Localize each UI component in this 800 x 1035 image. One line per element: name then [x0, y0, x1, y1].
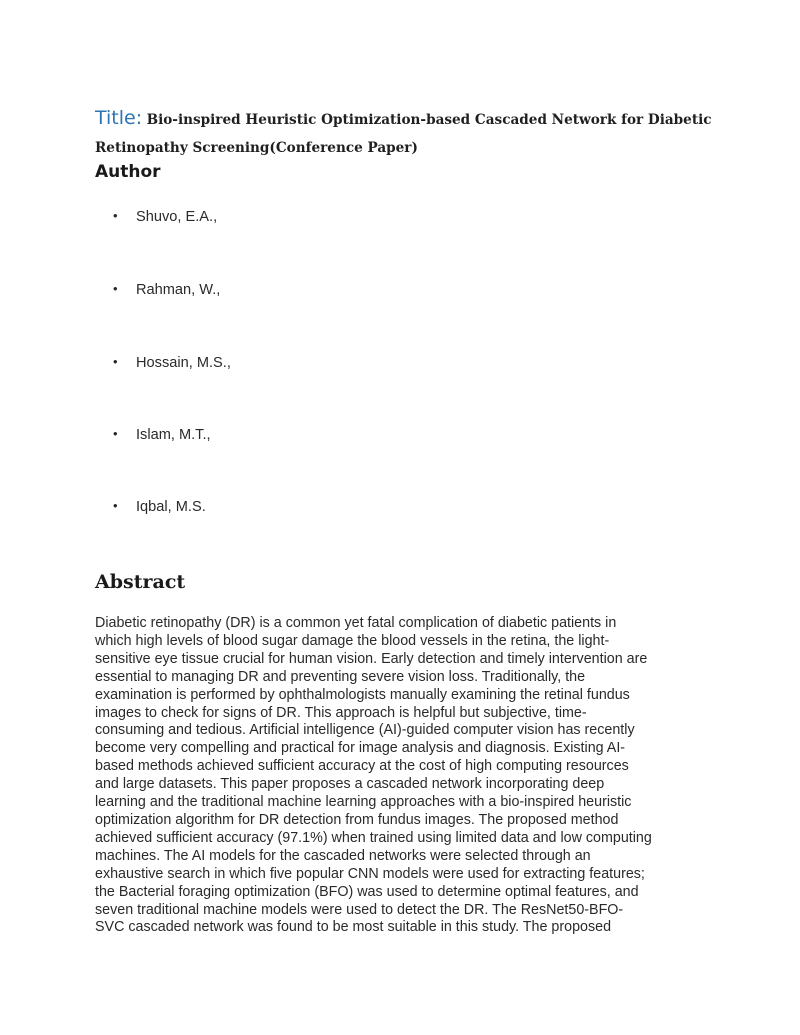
abstract-line: learning and the traditional machine learning approaches with a bio-inspired heuristic — [95, 794, 632, 811]
abstract-line: based methods achieved sufficient accuracy at the cost of high computing resources — [95, 758, 629, 775]
bullet-icon: • — [113, 354, 118, 369]
abstract-line: seven traditional machine models were used to detect the DR. The ResNet50-BFO- — [95, 901, 624, 918]
abstract-line: consuming and tedious. Artificial intelligence (AI)-guided computer vision has recently — [95, 722, 635, 739]
bullet-icon: • — [113, 281, 118, 296]
abstract-line: SVC cascaded network was found to be most suitable in this study. The proposed — [95, 919, 612, 936]
abstract-line: machines. The AI models for the cascaded networks were selected through an — [95, 847, 591, 864]
abstract-heading: Abstract — [95, 571, 186, 593]
bullet-icon: • — [113, 208, 118, 223]
abstract-line: sensitive eye tissue crucial for human vision. Early detection and timely intervention are — [95, 650, 648, 667]
author-name: Islam, M.T., — [136, 427, 211, 443]
abstract-line: Diabetic retinopathy (DR) is a common yet fatal complication of diabetic patients in — [95, 615, 617, 631]
abstract-body — [95, 615, 715, 937]
abstract-line: images to check for signs of DR. This approach is helpful but subjective, time- — [95, 704, 587, 721]
title-text-line-2: Retinopathy Screening(Conference Paper) — [95, 140, 418, 156]
paper-title — [95, 104, 715, 162]
abstract-line: the Bacterial foraging optimization (BFO) was used to determine optimal features, and — [95, 883, 639, 900]
author-name: Iqbal, M.S. — [136, 499, 206, 515]
abstract-line: examination is performed by ophthalmologists manually examining the retinal fundus — [95, 686, 630, 703]
bullet-icon: • — [113, 498, 118, 513]
abstract-line: optimization algorithm for DR detection from fundus images. The proposed method — [95, 811, 619, 828]
author-name: Rahman, W., — [136, 282, 221, 298]
title-label: Title: — [95, 107, 143, 129]
abstract-line: exhaustive search in which five popular CNN models were used for extracting features; — [95, 865, 645, 882]
bullet-icon: • — [113, 426, 118, 441]
abstract-line: achieved sufficient accuracy (97.1%) when trained using limited data and low computing — [95, 829, 652, 846]
title-text-line-1: Bio-inspired Heuristic Optimization-based Cascaded Network for Diabetic — [146, 112, 712, 128]
abstract-line: essential to managing DR and preventing severe vision loss. Traditionally, the — [95, 668, 586, 685]
abstract-line: and large datasets. This paper proposes a cascaded network incorporating deep — [95, 776, 605, 793]
abstract-line: which high levels of blood sugar damage the blood vessels in the retina, the light- — [95, 632, 610, 649]
abstract-line: become very compelling and practical for image analysis and diagnosis. Existing AI- — [95, 740, 626, 757]
author-name: Shuvo, E.A., — [136, 209, 218, 225]
author-name: Hossain, M.S., — [136, 355, 231, 371]
author-heading: Author — [95, 162, 161, 182]
